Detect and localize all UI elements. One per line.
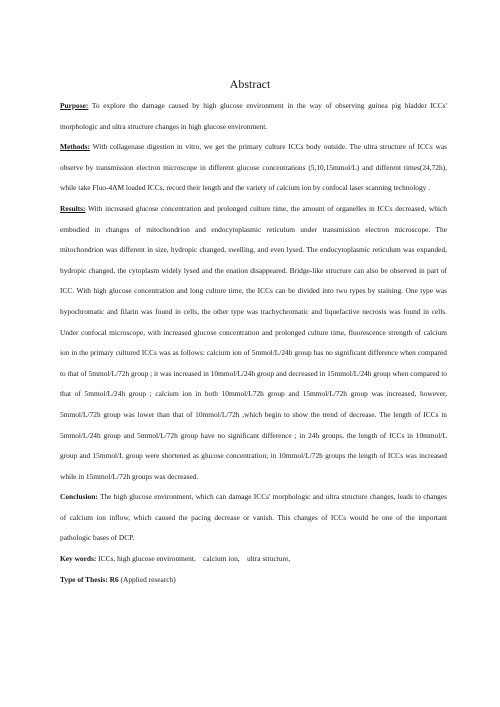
results-text: With increased glucose concentration and prolonged culture time, the amount of organelles in ICCs decreased, which embodied in changes of mitochondrion and endocytoplasmic reticulum under transmission electron microscope. The mitochondrion was different in size, hydropic changed, swelling, and even lysed. The endocytoplasmic reticulum was expanded, hydropic changed, the cytoplasm widely lysed and the enation disappeared. Bridge-like structure can also be observed in part of ICC. With high glucose concentration and long culture time, the ICCs can be divided into two types by staining. One type was hypochromatic and filarin was found in cells, the other type was trachychromatic and liquefactive necrosis was found in cells. Under confocal microscope, with increased glucose concentration and prolonged culture time, fluorescence strength of calcium ion in the primary cultured ICCs was as follows: calcium ion of 5mmol/L/24h group has no significant difference when compared to that of 5mmol/L/72h group ; it was increased in 10mmol/L/24h group and decreased in 15mmol/L/24h group when compared to that of 5mmol/L/24h group ; calcium ion in both 10mmol/L72h group and 15mmol/L/72h group was increased, however, 5mmol/L/72h group was lower than that of 10mmol/L/72h ,which begin to show the trend of decrease. The length of ICCs in 5mmol/L/24h group and 5mmol/L/72h group have no significant difference ; in 24h groups, the length of ICCs in 10mmol/L group and 15mmol/L group were shortened as glucose concentration; in 10mmol/L/72h groups the length of ICCs was increased while in 15mmol/L/72h groups was decreased. <box>60 203 447 481</box>
thesis-type-code: R6 <box>107 574 119 584</box>
methods-text: With collagenase digestion in vitro, we get the primary culture ICCs body outside. The ultra structure of ICCs was observe by transmission electron microscope in different glucose concentrations (5,10,15mmol/L) and different times(24,72h), while take Fluo-4AM loaded ICCs, record their length and the variety of calcium ion by confocal laser scanning technology . <box>60 142 447 193</box>
methods-paragraph <box>60 137 447 199</box>
methods-label: Methods: <box>60 142 90 152</box>
keywords-paragraph <box>60 549 447 570</box>
thesis-type-label: Type of Thesis: <box>60 574 108 584</box>
purpose-paragraph <box>60 96 447 137</box>
conclusion-text: The high glucose environment, which can damage ICCs' morphologic and ultra structure changes, leads to changes of calcium ion inflow, which caused the pacing decrease or vanish. This changes of ICCs would be one of the important pathologic bases of DCP. <box>60 492 447 543</box>
purpose-label: Purpose: <box>60 101 89 110</box>
conclusion-label: Conclusion: <box>60 492 98 502</box>
thesis-type-text: (Applied research) <box>118 574 176 584</box>
results-label: Results: <box>60 203 86 213</box>
abstract-title: Abstract <box>229 77 271 91</box>
results-paragraph <box>60 199 447 487</box>
keywords-text: ICCs, high glucose environment, calcium ion, ultra structure, <box>96 554 291 564</box>
conclusion-paragraph <box>60 487 447 549</box>
purpose-text: To explore the damage caused by high glucose environment in the way of observing guinea pig bladder ICCs' morphologic and ultra structure changes in high glucose environment. <box>60 101 447 131</box>
keywords-label: Key words: <box>60 554 97 564</box>
thesis-type-paragraph <box>60 570 447 591</box>
abstract-body <box>60 96 447 590</box>
